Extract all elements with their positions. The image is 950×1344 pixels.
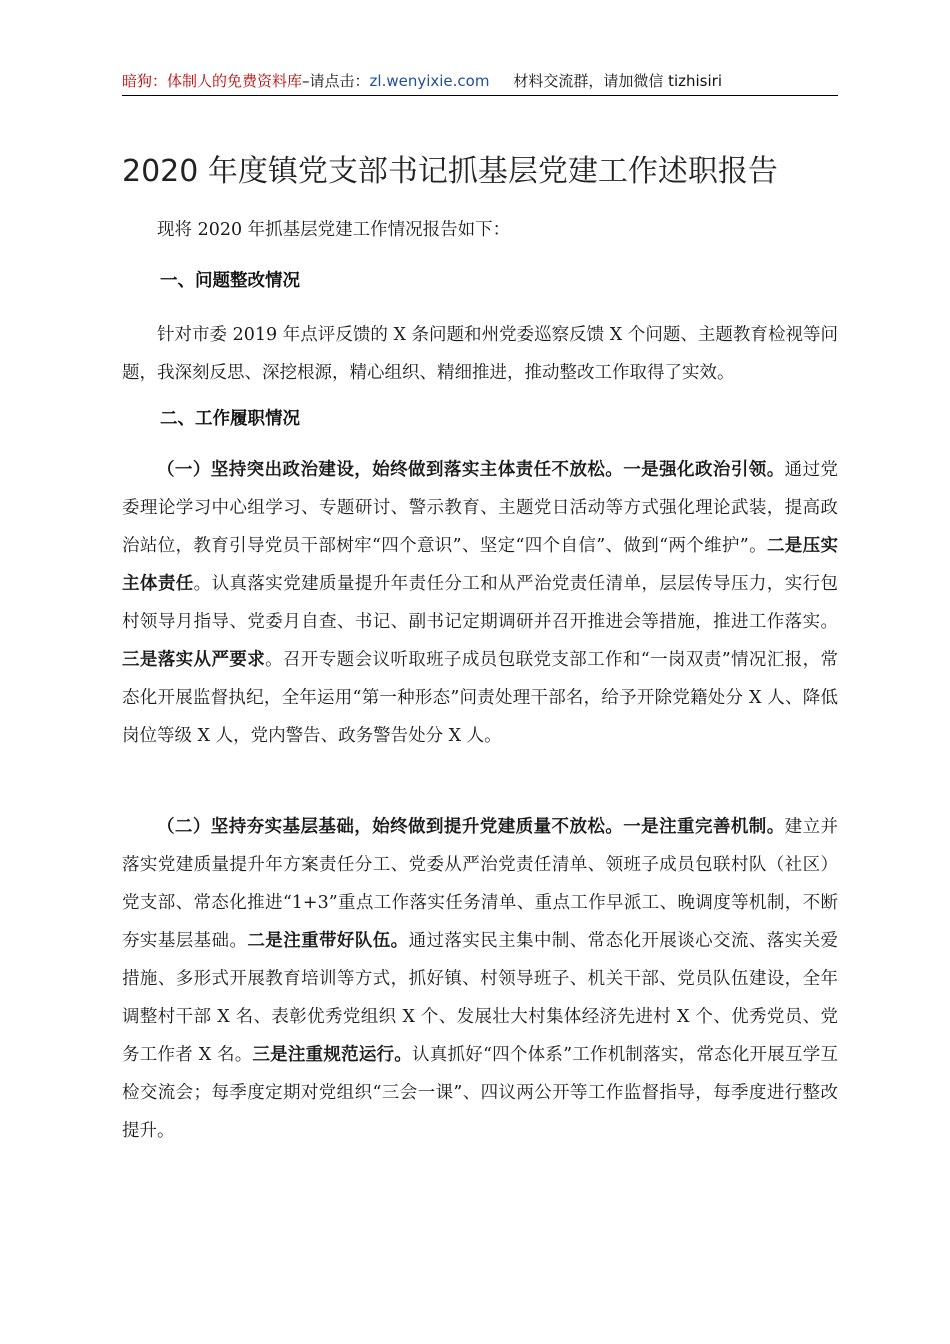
section2-paragraph-1 — [122, 451, 838, 755]
p1-bold-3: 三是落实从严要求 — [122, 650, 266, 670]
page-header — [122, 70, 838, 94]
section2-paragraph-2 — [122, 808, 838, 1150]
p2-text-3: 认真抓好“四个体系”工作机制落实，常态化开展互学互检交流会；每季度定期对党组织“三会一课”、四议两公开等工作监督指导，每季度进行整改提升。 — [122, 1045, 838, 1141]
header-divider — [122, 95, 838, 96]
p2-text-1: 建立并落实党建质量提升年方案责任分工、党委从严治党责任清单、领班子成员包联村队（社区）党支部、常态化推进“1+3”重点工作落实任务清单、重点工作早派工、晚调度等机制，不断夯实基层基础。 — [122, 817, 839, 951]
section1-heading: 一、问题整改情况 — [160, 271, 300, 291]
p1-text-3: 。召开专题会议听取班子成员包联党支部工作和“一岗双责”情况汇报，常态化开展监督执纪，全年运用“第一种形态”问责处理干部名，给予开除党籍处分 X 人、降低岗位等级 X 人，党内警告、政务警告处分 X 人。 — [122, 650, 838, 746]
header-brand: 暗狗：体制人的免费资料库 — [122, 72, 303, 90]
p1-text-2: 。认真落实党建质量提升年责任分工和从严治党责任清单，层层传导压力，实行包村领导月指导、党委月自查、书记、副书记定期调研并召开推进会等措施，推进工作落实。 — [122, 574, 839, 632]
p2-text-2: 通过落实民主集中制、常态化开展谈心交流、落实关爱措施、多形式开展教育培训等方式，抓好镇、村领导班子、机关干部、党员队伍建设，全年调整村干部 X 名、表彰优秀党组织 X 个、发展壮大村集体经济先进村 X 个、优秀党员、党务工作者 X 名。 — [122, 931, 839, 1065]
section2-heading: 二、工作履职情况 — [160, 409, 300, 429]
p2-lead: （二）坚持夯实基层基础，始终做到提升党建质量不放松。一是注重完善机制。 — [157, 817, 785, 837]
p1-bold-2: 二是压实主体责任 — [122, 536, 838, 594]
document-title: 2020 年度镇党支部书记抓基层党建工作述职报告 — [122, 154, 778, 189]
p1-text-1: 通过党委理论学习中心组学习、专题研讨、警示教育、主题党日活动等方式强化理论武装，提高政治站位，教育引导党员干部树牢“四个意识”、坚定“四个自信”、做到“两个维护”。 — [122, 460, 839, 556]
section1-paragraph: 针对市委 2019 年点评反馈的 X 条问题和州党委巡察反馈 X 个问题、主题教育检视等问题，我深刻反思、深挖根源，精心组织、精细推进，推动整改工作取得了实效。 — [122, 325, 838, 383]
p2-bold-3: 三是注重规范运行。 — [252, 1045, 413, 1065]
p2-bold-2: 二是注重带好队伍。 — [247, 931, 409, 951]
header-group-note: 材料交流群，请加微信 tizhisiri — [513, 72, 722, 90]
header-click-prompt: –请点击： — [302, 72, 370, 90]
p1-lead: （一）坚持突出政治建设，始终做到落实主体责任不放松。一是强化政治引领。 — [157, 460, 785, 480]
header-url-link[interactable]: zl.wenyixie.com — [369, 72, 490, 90]
intro-paragraph: 现将 2020 年抓基层党建工作情况报告如下： — [157, 220, 511, 240]
